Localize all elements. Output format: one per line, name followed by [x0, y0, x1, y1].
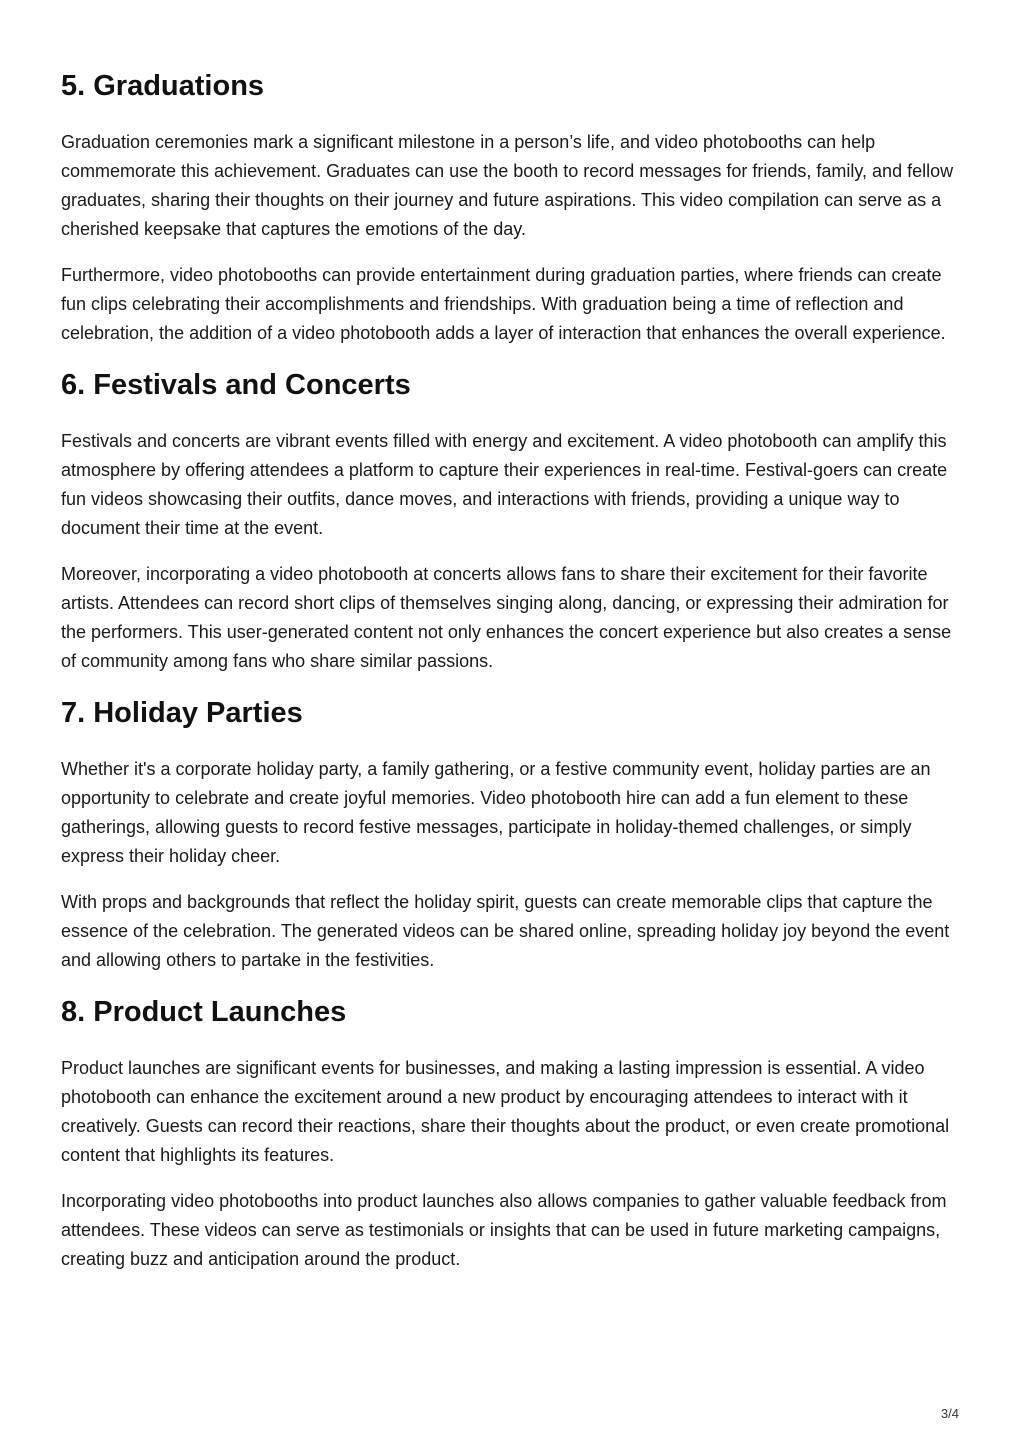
section-heading: 6. Festivals and Concerts — [61, 369, 411, 401]
section-festivals-and-concerts — [61, 365, 966, 676]
page-number: 3/4 — [940, 1406, 959, 1421]
paragraph: Whether it's a corporate holiday party, a family gathering, or a festive community event, holiday parties are an opportunity to celebrate and create joyful memories. Video photobooth hire can add a fun element to these gatherings, allowing guests to record festive messages, participate in holiday-themed challenges, or simply express their holiday cheer. — [61, 759, 931, 866]
paragraph: Festivals and concerts are vibrant events filled with energy and excitement. A video photobooth can amplify this atmosphere by offering attendees a platform to capture their experiences in real-time. Festival-goers can create fun videos showcasing their outfits, dance moves, and interactions with friends, providing a unique way to document their time at the event. — [61, 431, 948, 538]
section-product-launches — [61, 992, 966, 1274]
paragraph: With props and backgrounds that reflect the holiday spirit, guests can create memorable clips that capture the essence of the celebration. The generated videos can be shared online, spreading holiday joy beyond the event and allowing others to partake in the festivities. — [61, 892, 950, 970]
section-graduations — [61, 66, 966, 348]
paragraph: Product launches are significant events for businesses, and making a lasting impression is essential. A video photobooth can enhance the excitement around a new product by encouraging attendees to interact with it creatively. Guests can record their reactions, share their thoughts about the product, or even create promotional content that highlights its features. — [61, 1058, 950, 1165]
paragraph: Graduation ceremonies mark a significant milestone in a person’s life, and video photobooths can help commemorate this achievement. Graduates can use the booth to record messages for friends, family, and fellow graduates, sharing their thoughts on their journey and future aspirations. This video compilation can serve as a cherished keepsake that captures the emotions of the day. — [61, 132, 954, 239]
section-heading: 7. Holiday Parties — [61, 697, 303, 729]
paragraph: Furthermore, video photobooths can provide entertainment during graduation parties, where friends can create fun clips celebrating their accomplishments and friendships. With graduation being a time of reflection and celebration, the addition of a video photobooth adds a layer of interaction that enhances the overall experience. — [61, 265, 946, 343]
paragraph: Moreover, incorporating a video photobooth at concerts allows fans to share their excitement for their favorite artists. Attendees can record short clips of themselves singing along, dancing, or expressing their admiration for the performers. This user-generated content not only enhances the concert experience but also creates a sense of community among fans who share similar passions. — [61, 564, 952, 671]
section-heading: 8. Product Launches — [61, 996, 347, 1028]
paragraph: Incorporating video photobooths into product launches also allows companies to gather valuable feedback from attendees. These videos can serve as testimonials or insights that can be used in future marketing campaigns, creating buzz and anticipation around the product. — [61, 1191, 947, 1269]
section-holiday-parties — [61, 693, 966, 975]
document-page — [61, 66, 966, 1291]
section-heading: 5. Graduations — [61, 70, 265, 102]
